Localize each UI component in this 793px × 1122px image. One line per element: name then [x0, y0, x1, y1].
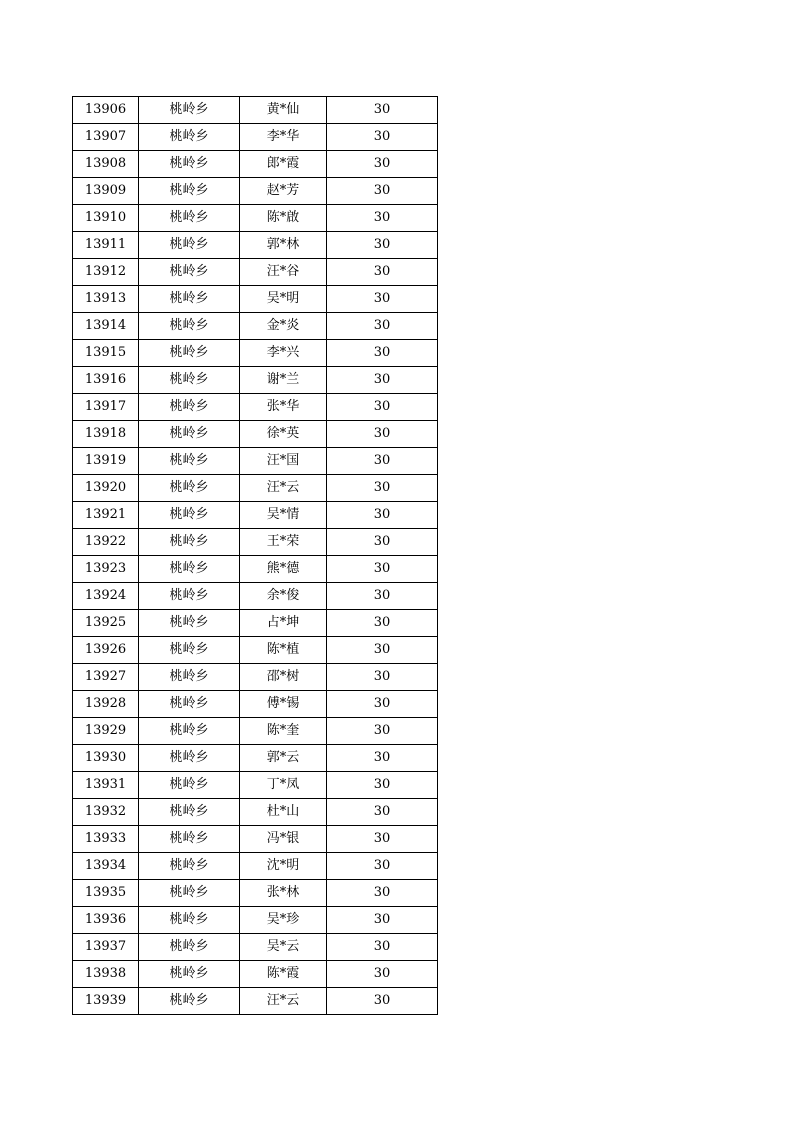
amount-cell: 30 [327, 448, 438, 475]
person-name-cell: 沈*明 [240, 853, 327, 880]
row-id-cell: 13918 [73, 421, 139, 448]
row-id-cell: 13930 [73, 745, 139, 772]
row-id-cell: 13908 [73, 151, 139, 178]
row-id-cell: 13937 [73, 934, 139, 961]
town-cell: 桃岭乡 [139, 124, 240, 151]
amount-cell: 30 [327, 340, 438, 367]
person-name-cell: 汪*国 [240, 448, 327, 475]
amount-cell: 30 [327, 934, 438, 961]
town-cell: 桃岭乡 [139, 448, 240, 475]
row-id-cell: 13919 [73, 448, 139, 475]
row-id-cell: 13917 [73, 394, 139, 421]
town-cell: 桃岭乡 [139, 772, 240, 799]
table-row [73, 691, 438, 718]
person-name-cell: 郭*云 [240, 745, 327, 772]
town-cell: 桃岭乡 [139, 934, 240, 961]
town-cell: 桃岭乡 [139, 259, 240, 286]
table-row [73, 286, 438, 313]
table-row [73, 880, 438, 907]
person-name-cell: 余*俊 [240, 583, 327, 610]
amount-cell: 30 [327, 610, 438, 637]
table-row [73, 97, 438, 124]
row-id-cell: 13925 [73, 610, 139, 637]
person-name-cell: 吴*明 [240, 286, 327, 313]
person-name-cell: 汪*云 [240, 475, 327, 502]
table-row [73, 232, 438, 259]
row-id-cell: 13909 [73, 178, 139, 205]
table-row [73, 853, 438, 880]
person-name-cell: 郎*霞 [240, 151, 327, 178]
person-name-cell: 谢*兰 [240, 367, 327, 394]
table-row [73, 340, 438, 367]
person-name-cell: 郭*林 [240, 232, 327, 259]
table-row [73, 583, 438, 610]
amount-cell: 30 [327, 664, 438, 691]
row-id-cell: 13934 [73, 853, 139, 880]
table-row [73, 367, 438, 394]
town-cell: 桃岭乡 [139, 880, 240, 907]
person-name-cell: 陈*植 [240, 637, 327, 664]
town-cell: 桃岭乡 [139, 151, 240, 178]
table-row [73, 556, 438, 583]
row-id-cell: 13910 [73, 205, 139, 232]
town-cell: 桃岭乡 [139, 421, 240, 448]
amount-cell: 30 [327, 151, 438, 178]
amount-cell: 30 [327, 367, 438, 394]
person-name-cell: 吴*珍 [240, 907, 327, 934]
row-id-cell: 13931 [73, 772, 139, 799]
person-name-cell: 王*荣 [240, 529, 327, 556]
table-row [73, 313, 438, 340]
amount-cell: 30 [327, 907, 438, 934]
table-row [73, 745, 438, 772]
row-id-cell: 13939 [73, 988, 139, 1015]
town-cell: 桃岭乡 [139, 961, 240, 988]
town-cell: 桃岭乡 [139, 907, 240, 934]
row-id-cell: 13912 [73, 259, 139, 286]
town-cell: 桃岭乡 [139, 583, 240, 610]
table-row [73, 475, 438, 502]
amount-cell: 30 [327, 637, 438, 664]
person-name-cell: 李*华 [240, 124, 327, 151]
row-id-cell: 13916 [73, 367, 139, 394]
person-name-cell: 赵*芳 [240, 178, 327, 205]
table-row [73, 961, 438, 988]
person-name-cell: 汪*谷 [240, 259, 327, 286]
amount-cell: 30 [327, 745, 438, 772]
row-id-cell: 13935 [73, 880, 139, 907]
row-id-cell: 13927 [73, 664, 139, 691]
person-name-cell: 汪*云 [240, 988, 327, 1015]
table-row [73, 529, 438, 556]
town-cell: 桃岭乡 [139, 286, 240, 313]
person-name-cell: 黄*仙 [240, 97, 327, 124]
person-name-cell: 冯*银 [240, 826, 327, 853]
town-cell: 桃岭乡 [139, 799, 240, 826]
amount-cell: 30 [327, 718, 438, 745]
amount-cell: 30 [327, 502, 438, 529]
table-row [73, 502, 438, 529]
town-cell: 桃岭乡 [139, 367, 240, 394]
row-id-cell: 13936 [73, 907, 139, 934]
amount-cell: 30 [327, 772, 438, 799]
town-cell: 桃岭乡 [139, 205, 240, 232]
town-cell: 桃岭乡 [139, 97, 240, 124]
table-row [73, 826, 438, 853]
amount-cell: 30 [327, 97, 438, 124]
town-cell: 桃岭乡 [139, 178, 240, 205]
table-row [73, 637, 438, 664]
table-row [73, 799, 438, 826]
row-id-cell: 13913 [73, 286, 139, 313]
person-name-cell: 吴*情 [240, 502, 327, 529]
town-cell: 桃岭乡 [139, 340, 240, 367]
person-name-cell: 陈*奎 [240, 718, 327, 745]
person-name-cell: 陈*啟 [240, 205, 327, 232]
amount-cell: 30 [327, 313, 438, 340]
town-cell: 桃岭乡 [139, 745, 240, 772]
person-name-cell: 陈*霞 [240, 961, 327, 988]
person-name-cell: 傅*锡 [240, 691, 327, 718]
person-name-cell: 吴*云 [240, 934, 327, 961]
row-id-cell: 13933 [73, 826, 139, 853]
table-row [73, 205, 438, 232]
amount-cell: 30 [327, 853, 438, 880]
town-cell: 桃岭乡 [139, 232, 240, 259]
person-name-cell: 李*兴 [240, 340, 327, 367]
data-table [72, 96, 438, 1015]
town-cell: 桃岭乡 [139, 826, 240, 853]
person-name-cell: 丁*凤 [240, 772, 327, 799]
amount-cell: 30 [327, 421, 438, 448]
town-cell: 桃岭乡 [139, 529, 240, 556]
table-row [73, 178, 438, 205]
amount-cell: 30 [327, 232, 438, 259]
town-cell: 桃岭乡 [139, 475, 240, 502]
row-id-cell: 13922 [73, 529, 139, 556]
amount-cell: 30 [327, 556, 438, 583]
town-cell: 桃岭乡 [139, 853, 240, 880]
town-cell: 桃岭乡 [139, 691, 240, 718]
table-row [73, 421, 438, 448]
table-row [73, 151, 438, 178]
table-row [73, 448, 438, 475]
table-row [73, 610, 438, 637]
town-cell: 桃岭乡 [139, 610, 240, 637]
table-row [73, 934, 438, 961]
table-row [73, 394, 438, 421]
town-cell: 桃岭乡 [139, 718, 240, 745]
person-name-cell: 熊*德 [240, 556, 327, 583]
row-id-cell: 13911 [73, 232, 139, 259]
person-name-cell: 张*林 [240, 880, 327, 907]
town-cell: 桃岭乡 [139, 664, 240, 691]
person-name-cell: 杜*山 [240, 799, 327, 826]
table-row [73, 124, 438, 151]
town-cell: 桃岭乡 [139, 313, 240, 340]
row-id-cell: 13915 [73, 340, 139, 367]
amount-cell: 30 [327, 286, 438, 313]
town-cell: 桃岭乡 [139, 394, 240, 421]
amount-cell: 30 [327, 880, 438, 907]
person-name-cell: 张*华 [240, 394, 327, 421]
row-id-cell: 13921 [73, 502, 139, 529]
town-cell: 桃岭乡 [139, 502, 240, 529]
table-body [73, 97, 438, 1015]
amount-cell: 30 [327, 178, 438, 205]
amount-cell: 30 [327, 529, 438, 556]
table-row [73, 907, 438, 934]
person-name-cell: 徐*英 [240, 421, 327, 448]
table-row [73, 718, 438, 745]
person-name-cell: 占*坤 [240, 610, 327, 637]
town-cell: 桃岭乡 [139, 556, 240, 583]
row-id-cell: 13907 [73, 124, 139, 151]
table-row [73, 664, 438, 691]
amount-cell: 30 [327, 205, 438, 232]
amount-cell: 30 [327, 961, 438, 988]
amount-cell: 30 [327, 124, 438, 151]
town-cell: 桃岭乡 [139, 637, 240, 664]
amount-cell: 30 [327, 691, 438, 718]
row-id-cell: 13924 [73, 583, 139, 610]
town-cell: 桃岭乡 [139, 988, 240, 1015]
table-row [73, 988, 438, 1015]
row-id-cell: 13932 [73, 799, 139, 826]
row-id-cell: 13923 [73, 556, 139, 583]
row-id-cell: 13926 [73, 637, 139, 664]
row-id-cell: 13938 [73, 961, 139, 988]
row-id-cell: 13914 [73, 313, 139, 340]
amount-cell: 30 [327, 394, 438, 421]
amount-cell: 30 [327, 988, 438, 1015]
amount-cell: 30 [327, 475, 438, 502]
person-name-cell: 金*炎 [240, 313, 327, 340]
row-id-cell: 13906 [73, 97, 139, 124]
row-id-cell: 13928 [73, 691, 139, 718]
row-id-cell: 13920 [73, 475, 139, 502]
person-name-cell: 邵*树 [240, 664, 327, 691]
row-id-cell: 13929 [73, 718, 139, 745]
amount-cell: 30 [327, 583, 438, 610]
table-row [73, 772, 438, 799]
table-row [73, 259, 438, 286]
amount-cell: 30 [327, 826, 438, 853]
amount-cell: 30 [327, 799, 438, 826]
amount-cell: 30 [327, 259, 438, 286]
